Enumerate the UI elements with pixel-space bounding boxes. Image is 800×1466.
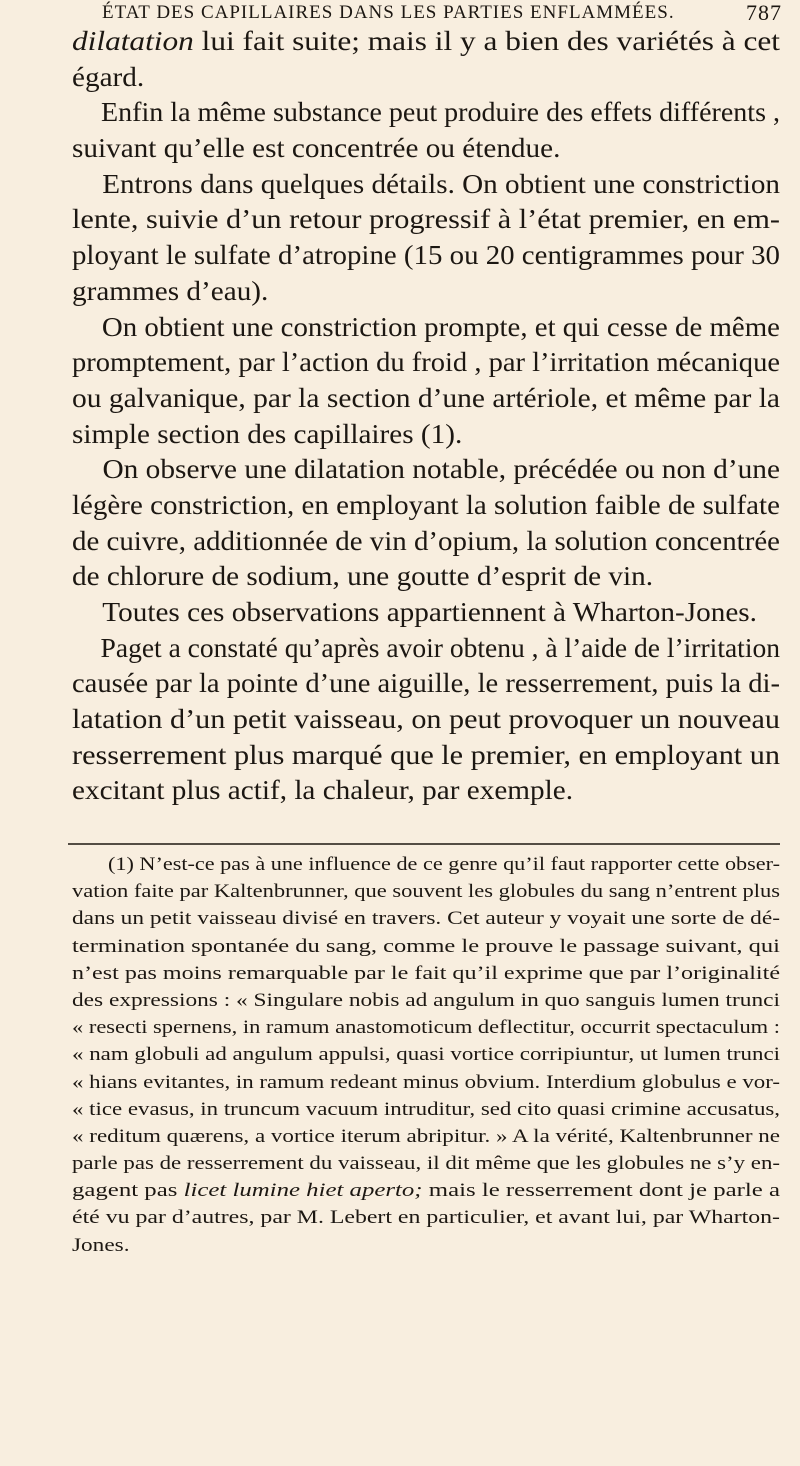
- text-line: [72, 24, 800, 60]
- text-segment: Entrons dans quelques détails. On obtient une constriction: [102, 168, 780, 199]
- text-segment: dans un petit vaisseau divisé en travers. Cet auteur y voyait une sorte de dé-: [72, 909, 780, 930]
- text-segment: promptement, par l’action du froid , par l’irritation mécanique: [72, 347, 780, 378]
- text-segment: termination spontanée du sang, comme le prouve le passage suivant, qui: [72, 936, 780, 957]
- text-line: [72, 1178, 800, 1205]
- text-line: [72, 1015, 800, 1042]
- text-segment: On observe une dilatation notable, précédée ou non d’une: [102, 454, 780, 485]
- text-line: [72, 131, 800, 167]
- text-line: [72, 934, 800, 961]
- text-line: [72, 1205, 800, 1232]
- paragraph: [72, 452, 780, 595]
- text-segment: des expressions : « Singulare nobis ad angulum in quo sanguis lumen trunci: [72, 990, 780, 1011]
- text-segment: resserrement plus marqué que le premier, en employant un: [72, 739, 780, 770]
- italic-text: licet lumine hiet aperto;: [183, 1181, 423, 1202]
- text-line: [72, 906, 800, 933]
- text-line: [72, 1233, 800, 1260]
- text-segment: parle pas de resserrement du vaisseau, il dit même que les globules ne s’y en-: [72, 1154, 780, 1175]
- footnotes: [72, 852, 780, 1260]
- text-line: [72, 666, 800, 702]
- text-segment: « reditum quærens, a vortice iterum abripitur. » A la vérité, Kaltenbrunner ne: [72, 1126, 780, 1147]
- text-segment: « nam globuli ad angulum appulsi, quasi vortice corripiuntur, ut lumen trunci: [72, 1045, 780, 1066]
- page-number: 787: [746, 0, 782, 25]
- text-segment: n’est pas moins remarquable par le fait qu’il exprime que par l’originalité: [72, 963, 780, 984]
- text-segment: lente, suivie d’un retour progressif à l’état premier, en em-: [72, 204, 780, 235]
- text-line: [72, 1124, 800, 1151]
- text-segment: simple section des capillaires (1).: [72, 418, 463, 449]
- text-line: [72, 738, 800, 774]
- text-line: [72, 1070, 800, 1097]
- text-line: [72, 988, 800, 1015]
- text-segment: Toutes ces observations appartiennent à Wharton-Jones.: [102, 597, 757, 627]
- text-segment: (1) N’est-ce pas à une influence de ce genre qu’il faut rapporter cette obser-: [108, 855, 780, 875]
- text-segment: Jones.: [72, 1235, 130, 1256]
- text-segment: latation d’un petit vaisseau, on peut provoquer un nouveau: [72, 704, 780, 735]
- text-segment: mais le resserrement dont je parle a: [422, 1181, 780, 1202]
- text-line: [72, 452, 800, 488]
- text-segment: gagent pas: [72, 1181, 184, 1202]
- text-line: [72, 202, 800, 238]
- text-segment: grammes d’eau).: [72, 275, 269, 306]
- text-line: [72, 852, 800, 879]
- paragraph: [72, 95, 780, 166]
- paragraph: [72, 24, 780, 95]
- text-segment: lui fait suite; mais il y a bien des variétés à cet: [193, 26, 781, 56]
- text-segment: égard.: [72, 61, 145, 92]
- footnote-divider: [68, 843, 780, 845]
- text-line: [72, 95, 800, 131]
- main-text: [72, 24, 780, 809]
- text-line: [72, 488, 800, 524]
- text-line: [72, 773, 800, 809]
- footnote: [72, 852, 780, 1260]
- text-line: [72, 631, 794, 667]
- text-line: [72, 238, 800, 274]
- text-segment: ou galvanique, par la section d’une artériole, et même par la: [72, 382, 781, 413]
- text-segment: de chlorure de sodium, une goutte d’esprit de vin.: [72, 561, 654, 592]
- text-segment: de cuivre, additionnée de vin d’opium, la solution concentrée: [72, 525, 780, 556]
- paragraph: [72, 167, 780, 310]
- text-line: [72, 1097, 800, 1124]
- text-segment: légère constriction, en employant la solution faible de sulfate: [72, 489, 780, 520]
- text-line: [72, 1151, 800, 1178]
- text-segment: été vu par d’autres, par M. Lebert en particulier, et avant lui, par Wharton-: [72, 1208, 780, 1229]
- text-line: [72, 60, 800, 96]
- text-segment: excitant plus actif, la chaleur, par exemple.: [72, 775, 574, 806]
- text-segment: « hians evitantes, in ramum redeant minus obvium. Interdium globulus e vor-: [72, 1072, 780, 1093]
- paragraph: [72, 595, 780, 631]
- text-segment: Paget a constaté qu’après avoir obtenu , à l’aide de l’irritation: [100, 632, 780, 663]
- text-line: [72, 381, 800, 417]
- text-segment: suivant qu’elle est concentrée ou étendue.: [72, 133, 561, 164]
- running-head-title: ÉTAT DES CAPILLAIRES DANS LES PARTIES ENFLAMMÉES.: [102, 2, 675, 23]
- text-line: [72, 417, 800, 453]
- text-segment: vation faite par Kaltenbrunner, que souvent les globules du sang n’entrent plus: [72, 882, 780, 903]
- text-line: [72, 167, 800, 203]
- text-line: [72, 274, 800, 310]
- text-line: [72, 310, 800, 346]
- text-line: [72, 879, 800, 906]
- italic-text: dilatation: [72, 26, 194, 56]
- text-line: [72, 1042, 800, 1069]
- text-line: [72, 345, 800, 381]
- text-line: [72, 961, 800, 988]
- text-segment: ployant le sulfate d’atropine (15 ou 20 centigrammes pour 30: [72, 240, 781, 271]
- paragraph: [72, 631, 780, 809]
- text-segment: On obtient une constriction prompte, et qui cesse de même: [101, 311, 781, 342]
- text-line: [72, 702, 800, 738]
- text-segment: « resecti spernens, in ramum anastomoticum deflectitur, occurrit spectaculum :: [72, 1018, 780, 1039]
- text-line: [72, 559, 800, 595]
- text-segment: Enfin la même substance peut produire des effets différents ,: [101, 97, 780, 128]
- text-segment: causée par la pointe d’une aiguille, le resserrement, puis la di-: [72, 668, 780, 699]
- text-segment: « tice evasus, in truncum vacuum intruditur, sed cito quasi crimine accusatus,: [72, 1099, 780, 1120]
- paragraph: [72, 310, 780, 453]
- text-line: [72, 524, 800, 560]
- text-line: [72, 595, 800, 631]
